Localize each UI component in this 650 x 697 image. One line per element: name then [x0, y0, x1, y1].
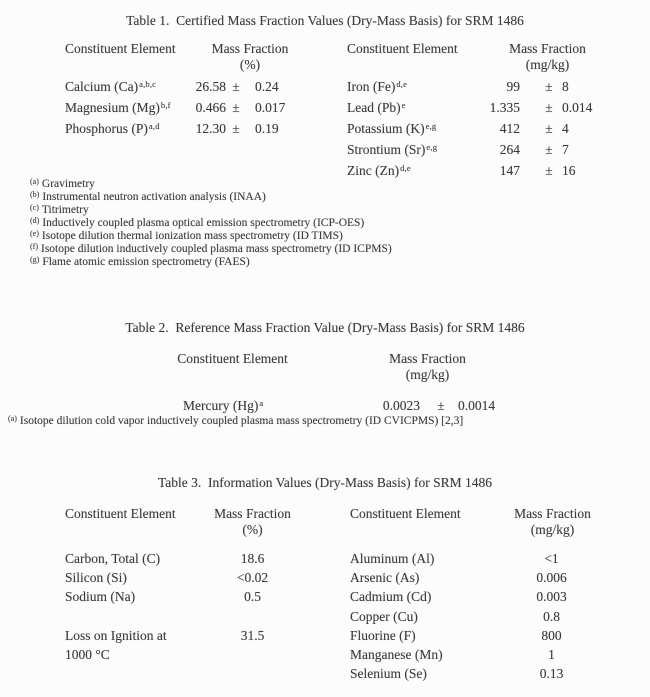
table2-title: Table 2. Reference Mass Fraction Value (Dry-Mass Basis) for SRM 1486 [125, 320, 525, 335]
value-cell: 12.30 [195, 121, 226, 136]
element-cell [347, 142, 437, 158]
element-cell: Manganese (Mn) [350, 647, 443, 662]
value-cell: 99 [506, 79, 520, 94]
uncertainty-cell: 4 [562, 121, 569, 136]
uncertainty-cell: 0.0014 [458, 398, 496, 413]
t3-unit-right: (mg/kg) [530, 522, 575, 537]
element-cell [347, 79, 407, 95]
t1-header-mass-fraction-right: Mass Fraction [509, 41, 586, 56]
uncertainty-cell: 0.19 [255, 121, 279, 136]
footnote-text: Titrimetry [41, 204, 89, 216]
t3-header-element-left: Constituent Element [65, 506, 176, 521]
element-superscript: b,f [160, 100, 171, 110]
value-cell: 31.5 [240, 628, 265, 643]
table1-title: Table 1. Certified Mass Fraction Values (Dry-Mass Basis) for SRM 1486 [126, 13, 524, 28]
value-cell: 800 [541, 628, 562, 643]
footnote-text: Flame atomic emission spectrometry (FAES) [42, 256, 250, 268]
value-cell: 0.13 [539, 666, 564, 681]
footnote-line [30, 217, 392, 230]
t2-header-mass-fraction: Mass Fraction [389, 351, 466, 366]
t3-unit-left: (%) [242, 522, 263, 537]
element-cell [347, 163, 411, 179]
footnote-text: Isotope dilution cold vapor inductively coupled plasma mass spectrometry (ID CVICPMS) [2,3] [19, 415, 464, 427]
footnote-line [30, 204, 392, 217]
element-superscript: a [259, 398, 264, 408]
table1-footnotes [30, 178, 392, 269]
value-cell: 147 [499, 163, 520, 178]
value-cell: 0.0023 [382, 398, 420, 413]
element-cell [347, 100, 406, 116]
value-cell: 0.466 [195, 100, 226, 115]
footnote-line [30, 178, 392, 191]
table2-footnote [8, 415, 463, 427]
value-cell: 0.5 [244, 589, 261, 604]
table1-row [0, 142, 650, 160]
t2-header-element: Constituent Element [177, 351, 288, 366]
footnote-marker: (f) [30, 242, 38, 251]
value-cell: <0.02 [236, 570, 269, 585]
element-cell: 1000 °C [65, 647, 110, 662]
t3-header-mass-fraction-left: Mass Fraction [214, 506, 291, 521]
element-superscript: d,e [396, 79, 408, 89]
footnote-marker: (g) [30, 255, 40, 264]
footnote-marker: (d) [30, 216, 40, 225]
element-cell [65, 79, 156, 95]
footnote-marker: (c) [30, 203, 39, 212]
element-superscript: e,g [425, 121, 437, 131]
t3-header-element-right: Constituent Element [350, 506, 461, 521]
t1-unit-right: (mg/kg) [525, 57, 570, 72]
table1-row [0, 100, 650, 118]
table3-row [0, 570, 650, 588]
table3-row [0, 647, 650, 665]
value-cell: 412 [499, 121, 520, 136]
table3-row [0, 666, 650, 684]
t1-header-element-left: Constituent Element [65, 41, 176, 56]
footnote-line [30, 243, 392, 256]
element-name: Potassium (K) [347, 121, 425, 136]
plus-minus: ± [545, 163, 553, 178]
element-cell: Arsenic (As) [350, 570, 420, 585]
element-superscript: a,b,c [139, 79, 157, 89]
element-cell: Copper (Cu) [350, 609, 418, 624]
table3-unit-row [0, 522, 650, 540]
element-cell: Silicon (Si) [65, 570, 127, 585]
table3-title: Table 3. Information Values (Dry-Mass Basis) for SRM 1486 [157, 475, 492, 490]
value-cell: 18.6 [240, 551, 265, 566]
element-cell: Selenium (Se) [350, 666, 427, 681]
footnote-text: Inductively coupled plasma optical emission spectrometry (ICP-OES) [42, 217, 365, 229]
value-cell: 0.006 [536, 570, 567, 585]
table3-row [0, 609, 650, 627]
table2-unit-row [0, 367, 650, 385]
table2-row [0, 398, 650, 416]
value-cell: <1 [544, 551, 559, 566]
element-superscript: e [401, 100, 406, 110]
element-cell: Fluorine (F) [350, 628, 416, 643]
value-cell: 0.003 [536, 589, 567, 604]
table1-row [0, 79, 650, 97]
element-name: Lead (Pb) [347, 100, 401, 115]
element-name: Zinc (Zn) [347, 163, 400, 178]
table3-row [0, 628, 650, 646]
element-name: Phosphorus (P) [65, 121, 148, 136]
element-cell [183, 398, 263, 414]
plus-minus: ± [545, 121, 553, 136]
plus-minus: ± [545, 100, 553, 115]
uncertainty-cell: 0.014 [562, 100, 593, 115]
element-name: Iron (Fe) [347, 79, 396, 94]
uncertainty-cell: 0.24 [255, 79, 279, 94]
plus-minus: ± [545, 142, 553, 157]
element-name: Magnesium (Mg) [65, 100, 160, 115]
value-cell: 26.58 [195, 79, 226, 94]
element-name: Strontium (Sr) [347, 142, 426, 157]
t1-unit-left: (%) [239, 57, 261, 72]
table3-row [0, 589, 650, 607]
value-cell: 264 [499, 142, 520, 157]
footnote-marker: (e) [30, 229, 39, 238]
element-name: Calcium (Ca) [65, 79, 139, 94]
footnote-marker: (a) [8, 414, 17, 423]
element-cell: Aluminum (Al) [350, 551, 435, 566]
footnote-line [30, 230, 392, 243]
footnote-marker: (b) [30, 190, 40, 199]
value-cell: 1.335 [489, 100, 520, 115]
uncertainty-cell: 0.017 [255, 100, 286, 115]
footnote-text: Gravimetry [41, 178, 95, 190]
table3-row [0, 551, 650, 569]
element-name: Mercury (Hg) [183, 398, 259, 413]
footnote-marker: (a) [30, 177, 39, 186]
footnote-text: Isotope dilution inductively coupled plasma mass spectrometry (ID ICPMS) [41, 243, 392, 255]
footnote-text: Instrumental neutron activation analysis (INAA) [42, 191, 266, 203]
footnote-line [30, 191, 392, 204]
value-cell: 1 [548, 647, 555, 662]
plus-minus: ± [545, 79, 553, 94]
element-cell [347, 121, 436, 137]
value-cell: 0.8 [543, 609, 560, 624]
plus-minus: ± [232, 100, 240, 115]
footnote-text: Isotope dilution thermal ionization mass spectrometry (ID TIMS) [41, 230, 343, 242]
uncertainty-cell: 16 [562, 163, 576, 178]
t1-header-mass-fraction-left: Mass Fraction [211, 41, 289, 56]
element-cell: Cadmium (Cd) [350, 589, 432, 604]
t2-unit: (mg/kg) [405, 367, 450, 382]
t3-header-mass-fraction-right: Mass Fraction [514, 506, 591, 521]
table1-row [0, 121, 650, 139]
t1-header-element-right: Constituent Element [347, 41, 458, 56]
plus-minus: ± [232, 121, 240, 136]
element-superscript: a,d [148, 121, 160, 131]
uncertainty-cell: 7 [562, 142, 569, 157]
uncertainty-cell: 8 [562, 79, 569, 94]
footnote-line [30, 256, 392, 269]
table1-unit-row [0, 57, 650, 75]
plus-minus: ± [232, 79, 240, 94]
plus-minus: ± [437, 398, 445, 413]
element-cell [65, 121, 160, 137]
element-cell: Sodium (Na) [65, 589, 136, 604]
element-superscript: d,e [400, 163, 411, 173]
element-cell: Loss on Ignition at [65, 628, 167, 643]
element-cell: Carbon, Total (C) [65, 551, 161, 566]
element-superscript: e,g [426, 142, 438, 152]
